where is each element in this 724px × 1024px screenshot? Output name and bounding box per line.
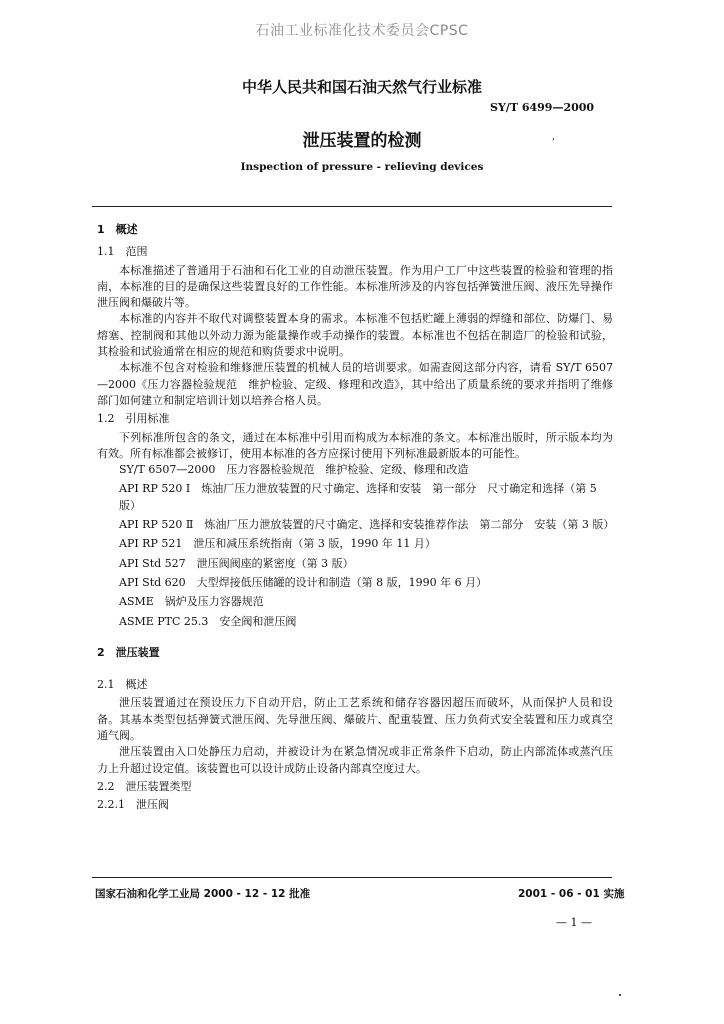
approval-line: 国家石油和化学工业局 2000 - 12 - 12 批准 [95,888,311,900]
paragraph-overview-2: 泄压装置由入口处静压力启动，并被设计为在紧急情况或非正常条件下启动，防止内部流体或蒸汽压力上升超过设定值。该装置也可以设计成防止设备内部真空度过大。 [97,745,613,775]
paragraph-overview-1: 泄压装置通过在预设压力下自动开启，防止工艺系统和储存容器因超压而破坏，从而保护人员和设备。其基本类型包括弹簧式泄压阀、先导泄压阀、爆破片、配重装置、压力负荷式安全装置和压力或真空通气阀。 [97,696,613,743]
page-number: — 1 — [556,916,592,929]
top-rule [92,206,612,207]
document-title-cn: 泄压装置的检测 [302,131,422,151]
paragraph-references-intro: 下列标准所包含的条文，通过在本标准中引用而构成为本标准的条文。本标准出版时，所示版本均为有效。所有标准都会被修订，使用本标准的各方应探讨使用下列标准最新版本的可能性。 [97,430,613,460]
section-heading-1-1: 1.1 范围 [97,245,148,259]
watermark-text: 石油工业标准化技术委员会CPSC [255,23,469,39]
standard-organization: 中华人民共和国石油天然气行业标准 [241,78,482,96]
reference-item: SY/T 6507—2000 压力容器检验规范 维护检验、定级、修理和改造 [119,463,469,477]
section-heading-2: 2 泄压装置 [97,645,160,659]
section-heading-1-2: 1.2 引用标准 [97,412,170,426]
paragraph-scope-2: 本标准的内容并不取代对调整装置本身的需求。本标准不包括贮罐上薄弱的焊缝和部位、防爆门、易熔塞、控制阀和其他以外动力源为能量操作或手动操作的装置。本标准也不包括在制造厂的检验和试验，其检验和试验通常在相应的规范和购货要求中说明。 [97,312,613,359]
reference-item: API RP 521 泄压和减压系统指南（第 3 版，1990 年 11 月） [119,537,436,551]
paragraph-scope-3: 本标准不包含对检验和维修泄压装置的机械人员的培训要求。如需查阅这部分内容，请看 SY/T 6507—2000《压力容器检验规范 维护检验、定级、修理和改造》，其中给出了质量系统的要求并指明了维修部门如何建立和制定培训计划以培养合格人员。 [97,361,613,407]
paragraph-scope-1: 本标准描述了普通用于石油和石化工业的自动泄压装置。作为用户工厂中这些装置的检验和管理的指南，本标准的目的是确保这些装置良好的工作性能。本标准所涉及的内容包括弹簧泄压阀、液压先导操作泄压阀和爆破片等。 [97,263,613,310]
reference-item: API RP 520 Ⅰ 炼油厂压力泄放装置的尺寸确定、选择和安装 第一部分 尺寸确定和选择（第 5 版） [119,482,597,512]
reference-item: API Std 620 大型焊接低压储罐的设计和制造（第 8 版，1990 年 6 月） [119,575,488,589]
stray-mark: , [552,131,556,142]
section-heading-2-2: 2.2 泄压装置类型 [97,779,192,793]
reference-item: API Std 527 泄压阀阀座的紧密度（第 3 版） [119,556,354,570]
effective-date: 2001 - 06 - 01 实施 [518,888,625,900]
section-heading-2-1: 2.1 概述 [97,678,148,692]
scan-speck [619,994,621,996]
reference-item: ASME PTC 25.3 安全阀和泄压阀 [119,614,297,628]
document-title-en: Inspection of pressure - relieving devices [240,161,484,173]
reference-item: API RP 520 Ⅱ 炼油厂压力泄放装置的尺寸确定、选择和安装推荐作法 第二部分 安装（第 3 版） [119,518,615,532]
section-heading-2-2-1: 2.2.1 泄压阀 [97,798,169,812]
standard-code: SY/T 6499—2000 [490,101,595,114]
document-body [97,218,613,816]
section-heading-1: 1 概述 [97,223,138,236]
reference-item: ASME 锅炉及压力容器规范 [119,595,264,609]
bottom-rule [92,877,612,878]
